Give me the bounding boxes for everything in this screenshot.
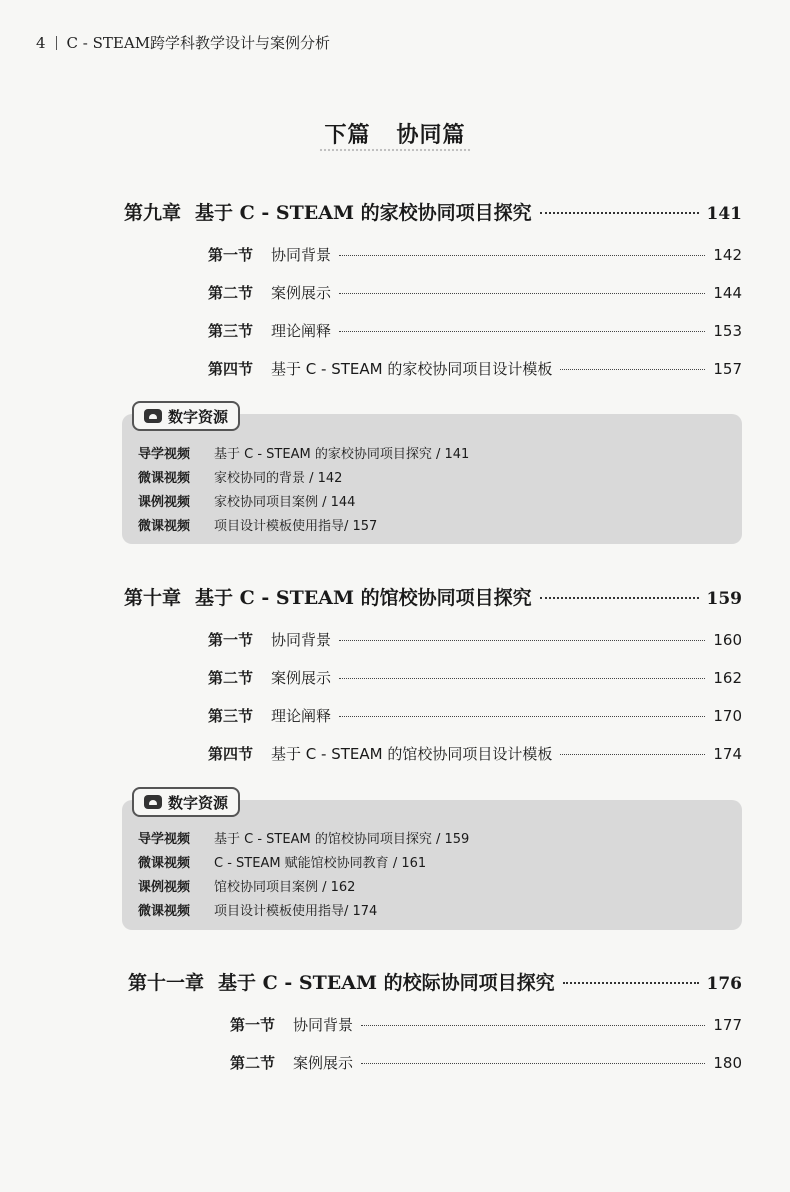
- section-title: 案例展示: [293, 1054, 354, 1072]
- section-number: 第二节: [230, 1054, 276, 1072]
- toc-section[interactable]: [230, 1052, 742, 1073]
- resource-item[interactable]: [138, 828, 469, 847]
- resource-item[interactable]: [138, 443, 469, 462]
- cloud-icon: [144, 409, 162, 423]
- toc-section[interactable]: [230, 1014, 742, 1035]
- section-page: 160: [713, 631, 742, 649]
- section-title: 基于 C - STEAM 的家校协同项目设计模板: [271, 360, 553, 378]
- toc-section[interactable]: [208, 743, 742, 764]
- section-title: 案例展示: [271, 669, 332, 687]
- section-number: 第四节: [208, 360, 254, 378]
- resource-tag-label: 数字资源: [168, 407, 229, 426]
- resource-desc: 家校协同项目案例 / 144: [214, 495, 356, 510]
- chapter-number: 第十章: [124, 587, 182, 609]
- chapter-title: 基于 C - STEAM 的家校协同项目探究: [195, 202, 532, 224]
- resource-item[interactable]: [138, 876, 355, 895]
- dot-leader: [540, 212, 699, 214]
- book-title: C - STEAM跨学科教学设计与案例分析: [66, 34, 331, 52]
- section-page: 144: [713, 284, 742, 302]
- resource-type: 课例视频: [138, 495, 191, 510]
- section-page: 170: [713, 707, 742, 725]
- digital-resources-tag: [132, 787, 240, 817]
- section-page: 157: [713, 360, 742, 378]
- resource-type: 导学视频: [138, 832, 191, 847]
- toc-section[interactable]: [208, 705, 742, 726]
- resource-type: 微课视频: [138, 519, 191, 534]
- toc-section[interactable]: [208, 282, 742, 303]
- section-number: 第一节: [208, 631, 254, 649]
- section-number: 第二节: [208, 284, 254, 302]
- toc-section[interactable]: [208, 629, 742, 650]
- chapter-number: 第十一章: [128, 972, 205, 994]
- section-number: 第一节: [230, 1016, 276, 1034]
- dot-leader: [560, 754, 705, 755]
- resource-type: 导学视频: [138, 447, 191, 462]
- dot-leader: [339, 678, 705, 679]
- resource-desc: 基于 C - STEAM 的馆校协同项目探究 / 159: [214, 832, 470, 847]
- section-title: 案例展示: [271, 284, 332, 302]
- resource-item[interactable]: [138, 852, 426, 871]
- chapter-title: 基于 C - STEAM 的馆校协同项目探究: [195, 587, 532, 609]
- resource-item[interactable]: [138, 491, 355, 510]
- dot-leader: [339, 716, 705, 717]
- resource-type: 微课视频: [138, 904, 191, 919]
- section-page: 174: [713, 745, 742, 763]
- page-number: 4: [36, 33, 46, 52]
- section-number: 第二节: [208, 669, 254, 687]
- resource-type: 微课视频: [138, 471, 191, 486]
- resource-desc: 项目设计模板使用指导/ 157: [214, 519, 378, 534]
- digital-resources-tag: [132, 401, 240, 431]
- section-title: 协同背景: [271, 246, 332, 264]
- section-title: 理论阐释: [271, 707, 332, 725]
- running-header: [36, 32, 330, 53]
- chapter-title: 基于 C - STEAM 的校际协同项目探究: [218, 972, 555, 994]
- section-page: 142: [713, 246, 742, 264]
- toc-section[interactable]: [208, 244, 742, 265]
- toc-section[interactable]: [208, 358, 742, 379]
- section-page: 162: [713, 669, 742, 687]
- dot-leader: [361, 1063, 705, 1064]
- section-title: 基于 C - STEAM 的馆校协同项目设计模板: [271, 745, 553, 763]
- dot-leader: [339, 331, 705, 332]
- resource-type: 微课视频: [138, 856, 191, 871]
- dot-leader: [339, 640, 705, 641]
- resource-desc: C - STEAM 赋能馆校协同教育 / 161: [214, 856, 427, 871]
- resource-desc: 项目设计模板使用指导/ 174: [214, 904, 378, 919]
- header-divider: [56, 36, 57, 50]
- section-number: 第三节: [208, 322, 254, 340]
- resource-type: 课例视频: [138, 880, 191, 895]
- part-title: [0, 118, 790, 149]
- dot-leader: [339, 293, 705, 294]
- section-page: 180: [713, 1054, 742, 1072]
- part-title-text: 下篇 协同篇: [319, 122, 472, 152]
- section-number: 第一节: [208, 246, 254, 264]
- toc-section[interactable]: [208, 667, 742, 688]
- section-number: 第三节: [208, 707, 254, 725]
- resource-item[interactable]: [138, 900, 377, 919]
- toc-section[interactable]: [208, 320, 742, 341]
- section-title: 协同背景: [271, 631, 332, 649]
- resource-desc: 基于 C - STEAM 的家校协同项目探究 / 141: [214, 447, 470, 462]
- dot-leader: [540, 597, 699, 599]
- resource-item[interactable]: [138, 467, 342, 486]
- chapter-10[interactable]: [124, 583, 742, 610]
- chapter-9[interactable]: [124, 198, 742, 225]
- section-page: 177: [713, 1016, 742, 1034]
- chapter-page: 159: [706, 589, 742, 609]
- chapter-number: 第九章: [124, 202, 182, 224]
- resource-desc: 馆校协同项目案例 / 162: [214, 880, 356, 895]
- section-title: 理论阐释: [271, 322, 332, 340]
- section-page: 153: [713, 322, 742, 340]
- cloud-icon: [144, 795, 162, 809]
- dot-leader: [563, 982, 699, 984]
- dot-leader: [560, 369, 705, 370]
- chapter-11[interactable]: [128, 968, 742, 995]
- chapter-page: 176: [706, 974, 742, 994]
- chapter-page: 141: [706, 204, 742, 224]
- section-title: 协同背景: [293, 1016, 354, 1034]
- resource-tag-label: 数字资源: [168, 793, 229, 812]
- dot-leader: [361, 1025, 705, 1026]
- section-number: 第四节: [208, 745, 254, 763]
- dot-leader: [339, 255, 705, 256]
- resource-item[interactable]: [138, 515, 377, 534]
- resource-desc: 家校协同的背景 / 142: [214, 471, 343, 486]
